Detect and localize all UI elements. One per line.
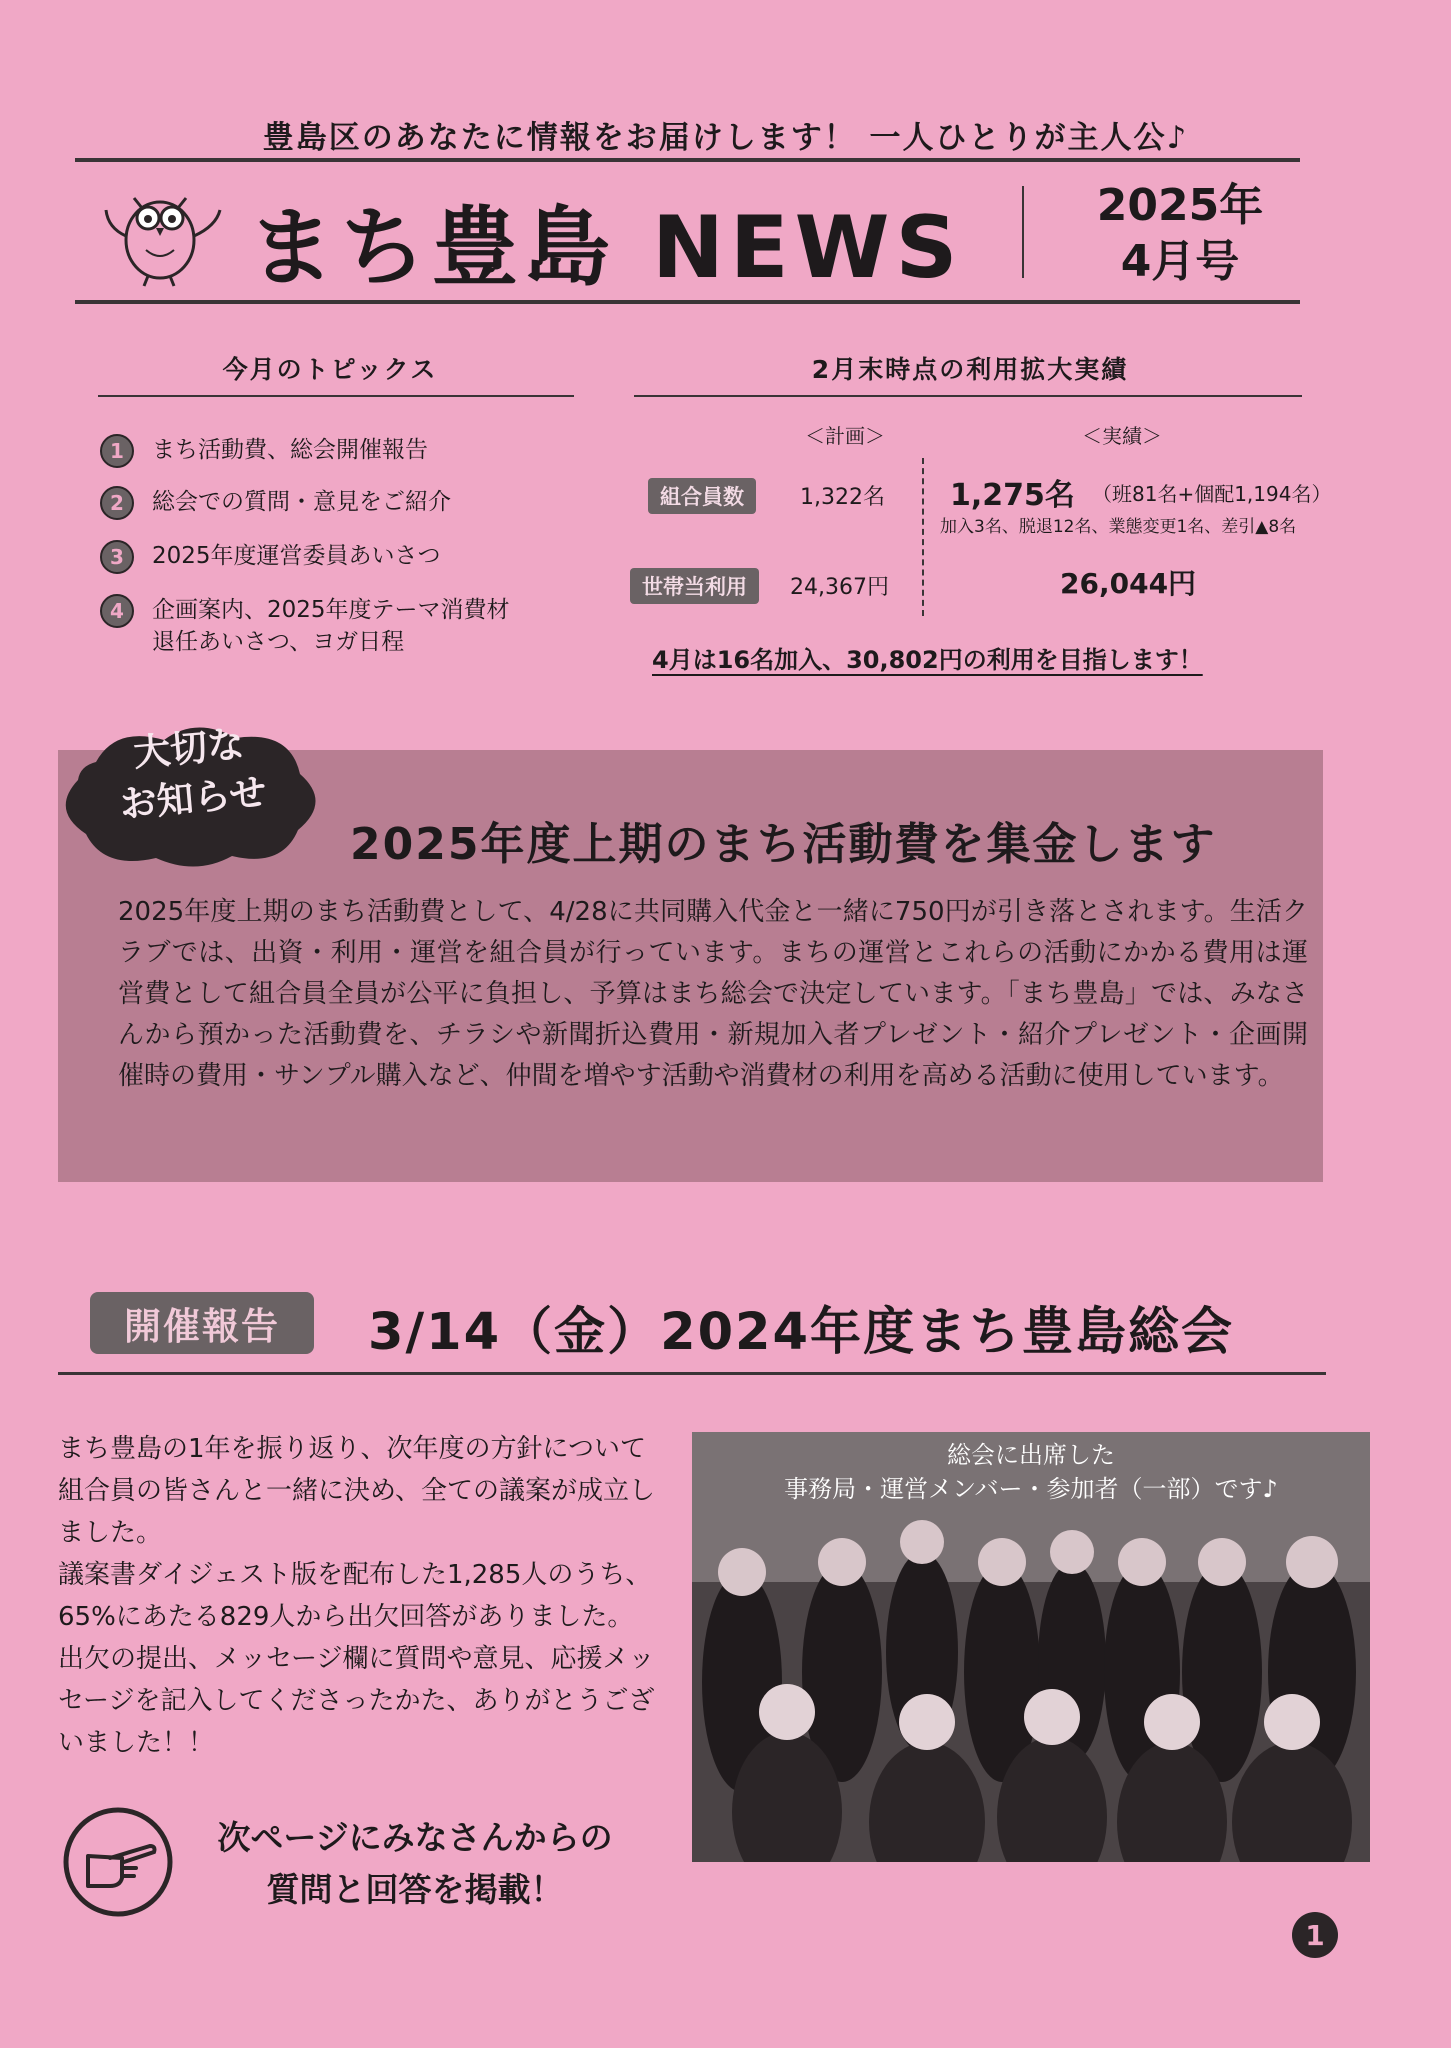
plan-label: ＜計画＞	[805, 424, 885, 448]
topic-text	[152, 594, 510, 658]
topics-heading: 今月のトピックス	[222, 355, 438, 384]
topic-item-4	[100, 594, 510, 658]
topic-number: 3	[100, 540, 134, 574]
meeting-photo	[692, 1432, 1370, 1862]
members-badge: 組合員数	[648, 478, 756, 514]
notice-body: 2025年度上期のまち活動費として、4/28に共同購入代金と一緒に750円が引き落とされます。生活クラブでは、出資・利用・運営を組合員が行っています。まちの運営とこれらの活動にかかる費用は運営費として組合員全員が公平に負担し、予算はまち総会で決定しています。「まち豊島」では、みなさんから預かった活動費を、チラシや新聞折込費用・新規加入者プレゼント・紹介プレゼント・企画開催時の費用・サンプル購入など、仲間を増やす活動や消費材の利用を高める活動に使用しています。	[118, 897, 1308, 1091]
issue-month: 4月号	[1120, 236, 1240, 287]
topic-number: 4	[100, 594, 134, 628]
results-heading: 2月末時点の利用拡大実績	[811, 355, 1129, 384]
topic-item-2	[100, 486, 451, 520]
topic-text-line: 企画案内、2025年度テーマ消費材	[152, 597, 510, 623]
topic-number: 2	[100, 486, 134, 520]
notice-headline: 2025年度上期のまち活動費を集金します	[350, 819, 1217, 870]
next-page-note	[180, 1812, 650, 1916]
report-title-rule	[58, 1372, 1326, 1375]
photo-caption-line: 総会に出席した	[947, 1441, 1115, 1469]
usage-badge: 世帯当利用	[630, 568, 759, 604]
usage-actual: 26,044円	[1060, 567, 1197, 600]
issue-year: 2025年	[1096, 180, 1264, 231]
masthead-bottom-rule	[75, 300, 1300, 304]
monthly-goal: 4月は16名加入、30,802円の利用を目指します！	[652, 646, 1203, 674]
topic-item-1	[100, 434, 428, 468]
topic-number: 1	[100, 434, 134, 468]
owl-icon	[98, 170, 228, 290]
topic-text: まち活動費、総会開催報告	[152, 437, 428, 463]
photo-caption-line: 事務局・運営メンバー・参加者（一部）です♪	[784, 1475, 1278, 1503]
topic-text: 2025年度運営委員あいさつ	[152, 543, 441, 569]
members-breakdown: （班81名+個配1,194名）	[1092, 482, 1332, 506]
members-detail: 加入3名、脱退12名、業態変更1名、差引▲8名	[940, 517, 1297, 537]
pointing-hand-icon	[62, 1806, 174, 1918]
topic-text-line: 退任あいさつ、ヨガ日程	[152, 629, 405, 655]
masthead-title: まち豊島 NEWS	[248, 198, 964, 298]
results-divider	[922, 458, 924, 616]
topic-item-3	[100, 540, 441, 574]
members-plan: 1,322名	[800, 485, 885, 510]
page-number: 1	[1292, 1912, 1338, 1958]
notice-badge-line: お知らせ	[118, 770, 269, 827]
next-page-note-line: 次ページにみなさんからの	[217, 1818, 613, 1857]
next-page-note-line: 質問と回答を掲載！	[266, 1870, 564, 1909]
tagline: 豊島区のあなたに情報をお届けします！ 一人ひとりが主人公♪	[262, 120, 1189, 156]
report-badge: 開催報告	[90, 1292, 314, 1354]
issue-date	[1060, 178, 1300, 290]
topic-text: 総会での質問・意見をご紹介	[152, 489, 451, 515]
photo-caption	[692, 1438, 1370, 1506]
topics-heading-rule	[98, 395, 574, 397]
masthead-divider	[1022, 186, 1024, 278]
report-title: 3/14（金）2024年度まち豊島総会	[368, 1303, 1235, 1362]
results-heading-rule	[634, 395, 1302, 397]
masthead-top-rule	[75, 158, 1300, 162]
members-actual: 1,275名	[950, 478, 1075, 513]
usage-plan: 24,367円	[790, 575, 889, 600]
report-body: まち豊島の1年を振り返り、次年度の方針について組合員の皆さんと一緒に決め、全ての議案が成立しました。 議案書ダイジェスト版を配布した1,285人のうち、65%にあたる829人から出欠回答がありました。出欠の提出、メッセージ欄に質問や意見、応援メッセージを記入してくださったかた、ありがとうございました！！	[58, 1434, 655, 1758]
notice-badge-line: 大切な	[131, 722, 246, 775]
actual-label: ＜実績＞	[1082, 424, 1162, 448]
